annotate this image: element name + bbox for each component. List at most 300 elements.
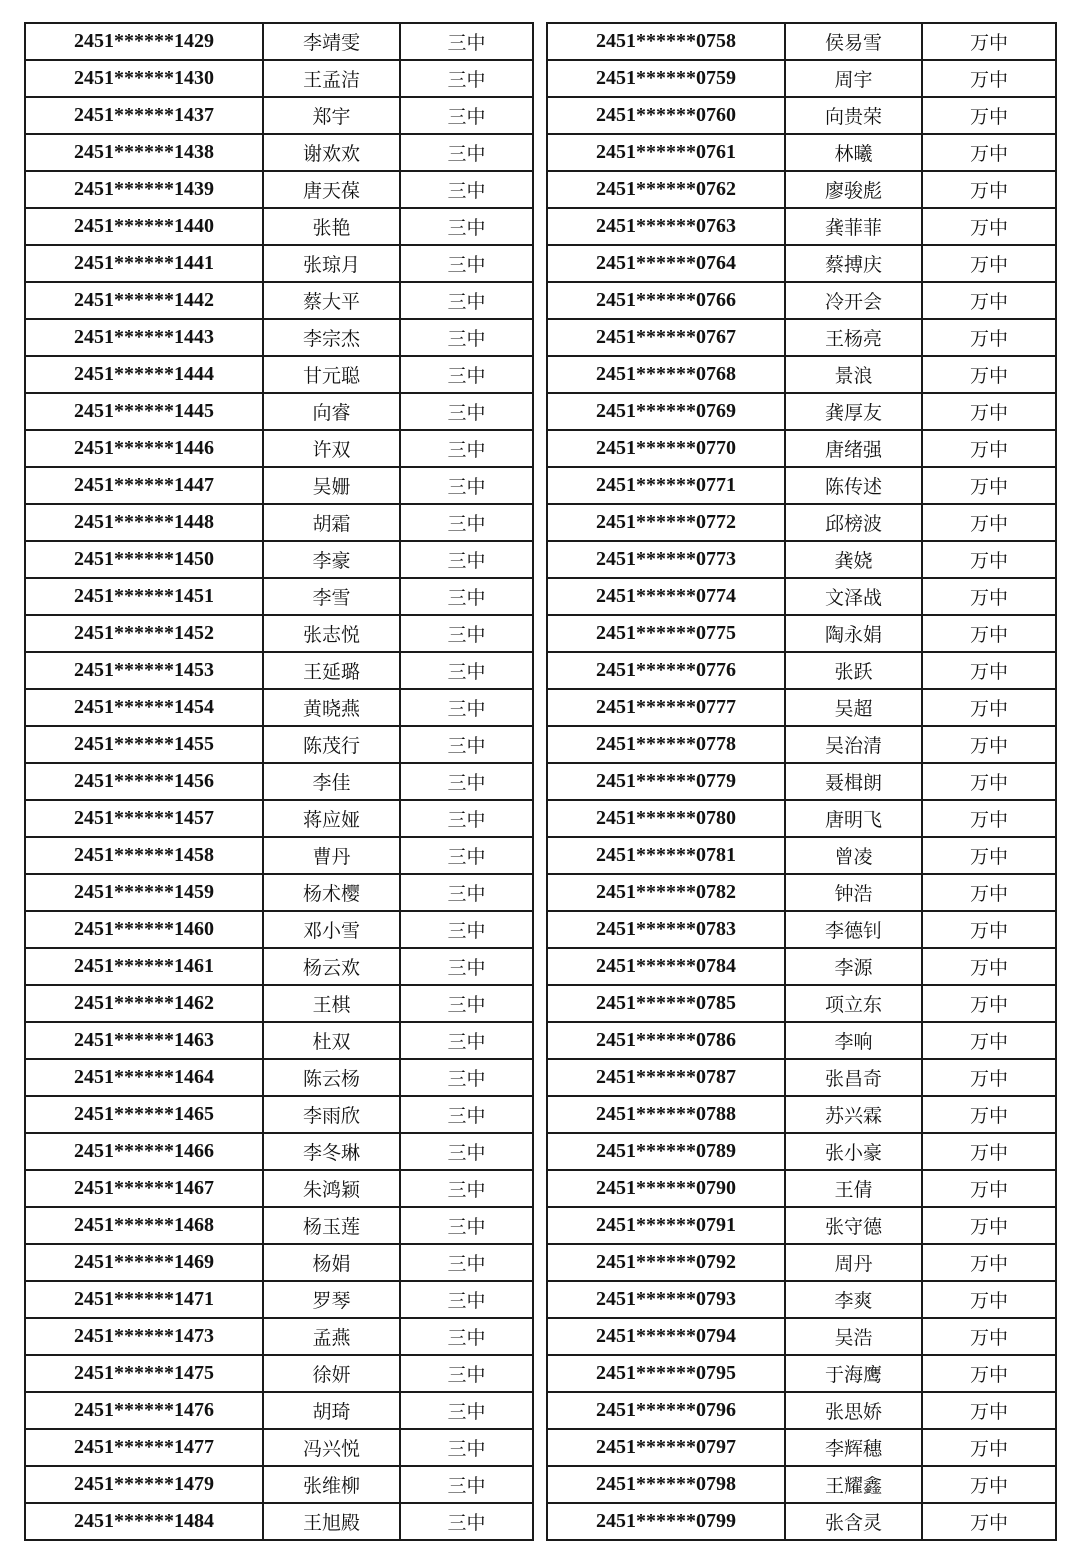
student-name-cell: 张艳 [263,208,400,245]
table-row [547,1503,1056,1540]
student-id-cell: 2451******1441 [25,245,263,282]
school-cell: 三中 [400,430,533,467]
student-id-cell: 2451******0770 [547,430,785,467]
student-name-cell: 曹丹 [263,837,400,874]
student-id-cell: 2451******0786 [547,1022,785,1059]
table-row [547,1170,1056,1207]
student-id-cell: 2451******0790 [547,1170,785,1207]
student-name-cell: 吴超 [785,689,922,726]
student-id-cell: 2451******0780 [547,800,785,837]
school-cell: 三中 [400,652,533,689]
table-row [547,1429,1056,1466]
student-id-cell: 2451******1429 [25,23,263,60]
student-name-cell: 张小豪 [785,1133,922,1170]
student-id-cell: 2451******0785 [547,985,785,1022]
school-cell: 万中 [922,430,1056,467]
student-id-cell: 2451******1459 [25,874,263,911]
school-cell: 万中 [922,1318,1056,1355]
student-name-cell: 李雪 [263,578,400,615]
table-row [547,319,1056,356]
table-row [547,1392,1056,1429]
student-name-cell: 龚厚友 [785,393,922,430]
student-id-cell: 2451******1455 [25,726,263,763]
student-name-cell: 李德钊 [785,911,922,948]
student-name-cell: 黄晓燕 [263,689,400,726]
school-cell: 三中 [400,615,533,652]
table-row [25,837,533,874]
table-row [25,23,533,60]
table-row [547,97,1056,134]
table-row [547,689,1056,726]
student-name-cell: 王棋 [263,985,400,1022]
table-row [25,97,533,134]
table-row [25,874,533,911]
table-row [547,356,1056,393]
school-cell: 万中 [922,1503,1056,1540]
student-id-cell: 2451******0769 [547,393,785,430]
student-name-cell: 陈茂行 [263,726,400,763]
student-name-cell: 吴姗 [263,467,400,504]
student-name-cell: 胡霜 [263,504,400,541]
student-name-cell: 向睿 [263,393,400,430]
student-id-cell: 2451******1437 [25,97,263,134]
student-name-cell: 唐绪强 [785,430,922,467]
student-id-cell: 2451******1467 [25,1170,263,1207]
student-id-cell: 2451******0789 [547,1133,785,1170]
table-row [547,1096,1056,1133]
student-id-cell: 2451******1468 [25,1207,263,1244]
school-cell: 万中 [922,689,1056,726]
student-id-cell: 2451******0794 [547,1318,785,1355]
table-row [25,911,533,948]
table-row [25,1022,533,1059]
school-cell: 万中 [922,60,1056,97]
school-cell: 万中 [922,134,1056,171]
student-id-cell: 2451******0766 [547,282,785,319]
student-name-cell: 龚娆 [785,541,922,578]
school-cell: 三中 [400,282,533,319]
student-id-cell: 2451******0768 [547,356,785,393]
student-id-cell: 2451******0773 [547,541,785,578]
student-id-cell: 2451******1473 [25,1318,263,1355]
student-id-cell: 2451******1450 [25,541,263,578]
student-name-cell: 苏兴霖 [785,1096,922,1133]
roster-table-right [546,22,1057,1541]
student-name-cell: 周丹 [785,1244,922,1281]
student-id-cell: 2451******1446 [25,430,263,467]
student-name-cell: 廖骏彪 [785,171,922,208]
school-cell: 三中 [400,1355,533,1392]
school-cell: 万中 [922,208,1056,245]
student-name-cell: 项立东 [785,985,922,1022]
school-cell: 三中 [400,800,533,837]
student-id-cell: 2451******0799 [547,1503,785,1540]
table-row [547,393,1056,430]
student-name-cell: 龚菲菲 [785,208,922,245]
school-cell: 三中 [400,1244,533,1281]
school-cell: 三中 [400,726,533,763]
table-row [25,541,533,578]
roster-table-body [25,23,533,1540]
student-id-cell: 2451******1439 [25,171,263,208]
student-name-cell: 张昌奇 [785,1059,922,1096]
table-row [25,319,533,356]
table-row [547,578,1056,615]
student-name-cell: 邱榜波 [785,504,922,541]
school-cell: 三中 [400,763,533,800]
school-cell: 万中 [922,319,1056,356]
table-row [25,615,533,652]
school-cell: 三中 [400,578,533,615]
student-id-cell: 2451******0758 [547,23,785,60]
school-cell: 三中 [400,171,533,208]
school-cell: 万中 [922,1392,1056,1429]
student-id-cell: 2451******0779 [547,763,785,800]
student-name-cell: 陈云杨 [263,1059,400,1096]
table-row [25,1466,533,1503]
table-row [547,1133,1056,1170]
table-row [25,393,533,430]
table-row [547,837,1056,874]
student-id-cell: 2451******1453 [25,652,263,689]
table-row [547,1318,1056,1355]
school-cell: 三中 [400,689,533,726]
student-name-cell: 侯易雪 [785,23,922,60]
student-id-cell: 2451******1484 [25,1503,263,1540]
student-id-cell: 2451******1477 [25,1429,263,1466]
student-name-cell: 唐明飞 [785,800,922,837]
table-row [25,430,533,467]
table-row [547,1244,1056,1281]
school-cell: 三中 [400,1170,533,1207]
table-row [25,356,533,393]
school-cell: 万中 [922,1022,1056,1059]
student-name-cell: 唐天葆 [263,171,400,208]
table-row [25,467,533,504]
student-name-cell: 王延璐 [263,652,400,689]
school-cell: 万中 [922,763,1056,800]
student-name-cell: 郑宇 [263,97,400,134]
school-cell: 万中 [922,467,1056,504]
student-name-cell: 蔡搏庆 [785,245,922,282]
table-row [25,1318,533,1355]
school-cell: 万中 [922,800,1056,837]
student-id-cell: 2451******1465 [25,1096,263,1133]
school-cell: 万中 [922,1133,1056,1170]
table-row [547,763,1056,800]
student-id-cell: 2451******1440 [25,208,263,245]
student-id-cell: 2451******1456 [25,763,263,800]
student-id-cell: 2451******0782 [547,874,785,911]
school-cell: 三中 [400,948,533,985]
school-cell: 三中 [400,393,533,430]
student-name-cell: 张琼月 [263,245,400,282]
student-id-cell: 2451******0762 [547,171,785,208]
student-id-cell: 2451******1461 [25,948,263,985]
school-cell: 三中 [400,1096,533,1133]
student-id-cell: 2451******0771 [547,467,785,504]
student-id-cell: 2451******0764 [547,245,785,282]
table-row [25,1096,533,1133]
school-cell: 万中 [922,726,1056,763]
school-cell: 万中 [922,1355,1056,1392]
student-name-cell: 王孟洁 [263,60,400,97]
school-cell: 万中 [922,171,1056,208]
table-row [25,985,533,1022]
school-cell: 三中 [400,1318,533,1355]
student-name-cell: 钟浩 [785,874,922,911]
table-row [547,1355,1056,1392]
student-id-cell: 2451******1479 [25,1466,263,1503]
student-id-cell: 2451******0777 [547,689,785,726]
table-row [25,1207,533,1244]
table-row [25,1059,533,1096]
school-cell: 万中 [922,1244,1056,1281]
table-row [25,1355,533,1392]
school-cell: 万中 [922,356,1056,393]
student-id-cell: 2451******1464 [25,1059,263,1096]
table-row [25,282,533,319]
student-id-cell: 2451******1443 [25,319,263,356]
table-row [547,726,1056,763]
table-row [25,60,533,97]
school-cell: 三中 [400,245,533,282]
student-name-cell: 李雨欣 [263,1096,400,1133]
student-name-cell: 吴浩 [785,1318,922,1355]
table-row [25,948,533,985]
school-cell: 万中 [922,97,1056,134]
student-name-cell: 林曦 [785,134,922,171]
student-id-cell: 2451******1438 [25,134,263,171]
student-id-cell: 2451******1454 [25,689,263,726]
student-id-cell: 2451******0761 [547,134,785,171]
student-name-cell: 李源 [785,948,922,985]
table-row [25,504,533,541]
table-row [547,1281,1056,1318]
table-row [547,208,1056,245]
table-row [547,171,1056,208]
student-id-cell: 2451******0788 [547,1096,785,1133]
student-id-cell: 2451******0787 [547,1059,785,1096]
student-name-cell: 曾凌 [785,837,922,874]
student-name-cell: 张思娇 [785,1392,922,1429]
table-row [25,1503,533,1540]
school-cell: 三中 [400,1022,533,1059]
school-cell: 万中 [922,837,1056,874]
roster-table-body [547,23,1056,1540]
school-cell: 万中 [922,985,1056,1022]
school-cell: 三中 [400,23,533,60]
school-cell: 万中 [922,245,1056,282]
student-name-cell: 文泽战 [785,578,922,615]
table-row [25,800,533,837]
school-cell: 万中 [922,1059,1056,1096]
table-row [25,1170,533,1207]
student-id-cell: 2451******1451 [25,578,263,615]
school-cell: 三中 [400,1503,533,1540]
table-row [547,245,1056,282]
table-row [547,23,1056,60]
student-name-cell: 于海鹰 [785,1355,922,1392]
table-row [25,726,533,763]
student-id-cell: 2451******1444 [25,356,263,393]
student-name-cell: 冷开会 [785,282,922,319]
student-id-cell: 2451******1442 [25,282,263,319]
student-id-cell: 2451******0759 [547,60,785,97]
student-name-cell: 王旭殿 [263,1503,400,1540]
student-name-cell: 杨玉莲 [263,1207,400,1244]
table-row [547,430,1056,467]
school-cell: 万中 [922,874,1056,911]
student-name-cell: 周宇 [785,60,922,97]
school-cell: 万中 [922,504,1056,541]
school-cell: 万中 [922,23,1056,60]
school-cell: 三中 [400,1392,533,1429]
student-id-cell: 2451******0774 [547,578,785,615]
school-cell: 三中 [400,1207,533,1244]
student-name-cell: 许双 [263,430,400,467]
school-cell: 三中 [400,874,533,911]
student-id-cell: 2451******0760 [547,97,785,134]
school-cell: 万中 [922,578,1056,615]
student-id-cell: 2451******0784 [547,948,785,985]
student-name-cell: 向贵荣 [785,97,922,134]
student-id-cell: 2451******1447 [25,467,263,504]
student-id-cell: 2451******0793 [547,1281,785,1318]
table-row [25,1392,533,1429]
school-cell: 三中 [400,208,533,245]
table-row [547,1059,1056,1096]
table-row [547,60,1056,97]
table-row [25,208,533,245]
student-id-cell: 2451******1475 [25,1355,263,1392]
table-row [547,541,1056,578]
student-name-cell: 李豪 [263,541,400,578]
table-row [25,1244,533,1281]
school-cell: 三中 [400,60,533,97]
student-name-cell: 王杨亮 [785,319,922,356]
table-row [547,1022,1056,1059]
student-name-cell: 张维柳 [263,1466,400,1503]
student-name-cell: 杨术樱 [263,874,400,911]
student-name-cell: 李宗杰 [263,319,400,356]
school-cell: 三中 [400,1429,533,1466]
student-name-cell: 蒋应娅 [263,800,400,837]
student-id-cell: 2451******0767 [547,319,785,356]
table-row [547,282,1056,319]
student-name-cell: 李冬琳 [263,1133,400,1170]
school-cell: 万中 [922,1207,1056,1244]
table-row [25,245,533,282]
student-name-cell: 王耀鑫 [785,1466,922,1503]
student-name-cell: 杨娟 [263,1244,400,1281]
student-name-cell: 李佳 [263,763,400,800]
school-cell: 万中 [922,541,1056,578]
school-cell: 三中 [400,837,533,874]
student-name-cell: 李靖雯 [263,23,400,60]
student-name-cell: 陈传述 [785,467,922,504]
student-name-cell: 罗琴 [263,1281,400,1318]
student-id-cell: 2451******0775 [547,615,785,652]
school-cell: 万中 [922,911,1056,948]
student-name-cell: 蔡大平 [263,282,400,319]
table-row [547,652,1056,689]
table-row [25,652,533,689]
student-id-cell: 2451******0791 [547,1207,785,1244]
table-row [547,467,1056,504]
student-id-cell: 2451******0772 [547,504,785,541]
student-id-cell: 2451******0783 [547,911,785,948]
student-name-cell: 吴治清 [785,726,922,763]
student-name-cell: 孟燕 [263,1318,400,1355]
student-id-cell: 2451******0778 [547,726,785,763]
table-row [25,134,533,171]
table-row [25,1281,533,1318]
student-id-cell: 2451******1448 [25,504,263,541]
table-row [25,1429,533,1466]
student-id-cell: 2451******0798 [547,1466,785,1503]
school-cell: 三中 [400,97,533,134]
student-name-cell: 王倩 [785,1170,922,1207]
student-id-cell: 2451******0792 [547,1244,785,1281]
school-cell: 万中 [922,615,1056,652]
roster-table-left [24,22,534,1541]
school-cell: 三中 [400,985,533,1022]
school-cell: 三中 [400,911,533,948]
school-cell: 三中 [400,134,533,171]
student-id-cell: 2451******0795 [547,1355,785,1392]
student-name-cell: 李爽 [785,1281,922,1318]
school-cell: 三中 [400,1133,533,1170]
table-row [547,134,1056,171]
school-cell: 三中 [400,504,533,541]
school-cell: 万中 [922,652,1056,689]
student-id-cell: 2451******1460 [25,911,263,948]
table-row [547,1466,1056,1503]
student-id-cell: 2451******0763 [547,208,785,245]
student-name-cell: 杨云欢 [263,948,400,985]
student-name-cell: 谢欢欢 [263,134,400,171]
student-id-cell: 2451******0796 [547,1392,785,1429]
student-id-cell: 2451******1452 [25,615,263,652]
school-cell: 三中 [400,541,533,578]
student-name-cell: 李响 [785,1022,922,1059]
student-id-cell: 2451******1471 [25,1281,263,1318]
student-name-cell: 聂楫朗 [785,763,922,800]
school-cell: 三中 [400,467,533,504]
student-name-cell: 张守德 [785,1207,922,1244]
school-cell: 万中 [922,948,1056,985]
student-id-cell: 2451******1463 [25,1022,263,1059]
student-name-cell: 张跃 [785,652,922,689]
student-id-cell: 2451******1469 [25,1244,263,1281]
student-name-cell: 杜双 [263,1022,400,1059]
table-row [25,171,533,208]
school-cell: 万中 [922,393,1056,430]
student-name-cell: 张含灵 [785,1503,922,1540]
student-name-cell: 朱鸿颖 [263,1170,400,1207]
table-row [547,800,1056,837]
student-name-cell: 李辉穗 [785,1429,922,1466]
table-row [547,504,1056,541]
school-cell: 三中 [400,1281,533,1318]
table-row [547,985,1056,1022]
school-cell: 万中 [922,1096,1056,1133]
school-cell: 万中 [922,1429,1056,1466]
student-name-cell: 冯兴悦 [263,1429,400,1466]
student-id-cell: 2451******1462 [25,985,263,1022]
student-name-cell: 邓小雪 [263,911,400,948]
